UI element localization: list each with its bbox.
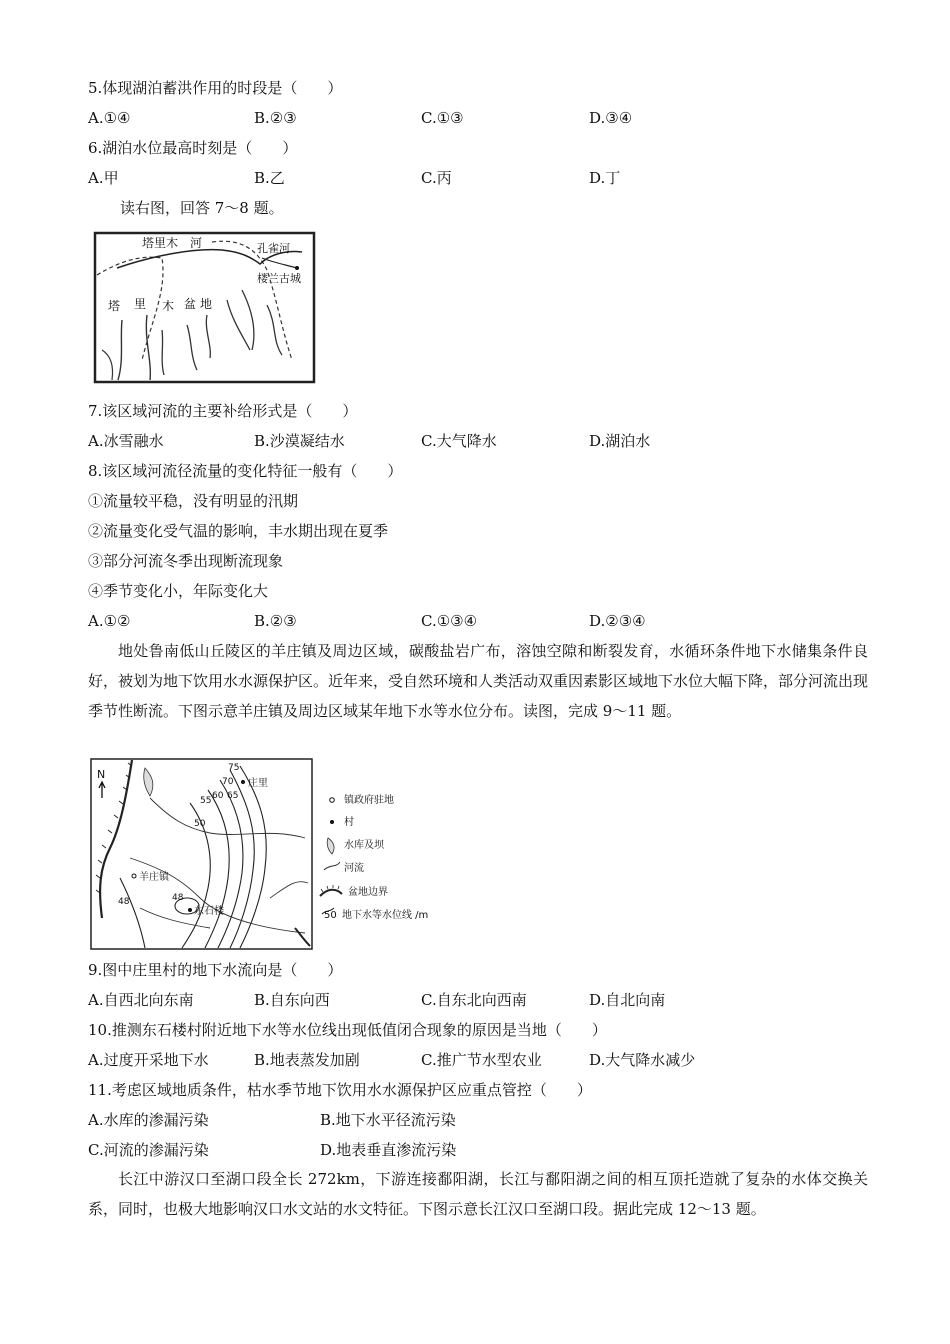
q7-option-d[interactable]: D.湖泊水: [589, 432, 651, 450]
label-tarim-river: 塔里木 河: [142, 236, 203, 250]
legend-river: 河流: [344, 863, 364, 874]
legend-reservoir: 水库及坝: [344, 840, 384, 851]
q8-option-c[interactable]: C.①③④: [421, 612, 478, 630]
q6-option-d[interactable]: D.丁: [589, 169, 621, 187]
legend-village: 村: [344, 817, 354, 828]
q9-option-d[interactable]: D.自北向南: [589, 991, 666, 1009]
q8-item-3: ③部分河流冬季出现断流现象: [88, 552, 284, 570]
legend-contour-value: 50: [324, 910, 337, 921]
q11-option-a[interactable]: A.水库的渗漏污染: [88, 1111, 209, 1129]
question-10-stem: 10.推测东石楼村附近地下水等水位线出现低值闭合现象的原因是当地（ ）: [88, 1021, 607, 1039]
tarim-basin-map: [92, 230, 317, 385]
label-basin-char-1: 塔: [108, 299, 121, 313]
passage-9-11: 地处鲁南低山丘陵区的羊庄镇及周边区域，碳酸盐岩广布，溶蚀空隙和断裂发育，水循环条件地下水储集条件良好，被划为地下饮用水水源保护区。近年来，受自然环境和人类活动双重因素影区域地下水位大幅下降，部分河流出现季节性断流。下图示意羊庄镇及周边区域某年地下水等水位分布。读图，完成 9～11 题。: [88, 642, 869, 720]
q8-option-d[interactable]: D.②③④: [589, 612, 646, 630]
q11-option-b[interactable]: B.地下水平径流污染: [320, 1111, 456, 1129]
town-symbol: [330, 798, 335, 803]
place-dongshilou: 东石楼: [194, 906, 224, 917]
contour-label-60: 60: [212, 791, 224, 801]
q5-option-c[interactable]: C.①③: [421, 109, 464, 127]
contour-label-48: 48: [118, 897, 130, 907]
q7-option-a[interactable]: A.冰雪融水: [88, 432, 164, 450]
question-5-stem: 5.体现湖泊蓄洪作用的时段是（ ）: [88, 79, 343, 97]
q6-option-a[interactable]: A.甲: [88, 169, 119, 187]
reservoir-symbol: [327, 838, 334, 854]
loulan-point: [295, 266, 299, 270]
q5-option-a[interactable]: A.①④: [88, 109, 131, 127]
legend-basin-boundary: 盆地边界: [348, 887, 388, 898]
place-yangzhuang: 羊庄镇: [139, 872, 169, 883]
legend-contour: 地下水等水位线 /m: [342, 910, 429, 921]
place-zhuangli: 庄里: [248, 778, 268, 789]
intro-7-8: 读右图，回答 7～8 题。: [120, 199, 284, 217]
question-11-stem: 11.考虑区域地质条件，枯水季节地下饮用水水源保护区应重点管控（ ）: [88, 1081, 592, 1099]
contour-label-75: 75: [228, 763, 240, 773]
basin-boundary-symbol: [320, 890, 342, 896]
village-symbol: [330, 820, 334, 824]
q9-option-b[interactable]: B.自东向西: [254, 991, 330, 1009]
q5-option-b[interactable]: B.②③: [254, 109, 297, 127]
q7-option-c[interactable]: C.大气降水: [421, 432, 497, 450]
question-9-stem: 9.图中庄里村的地下水流向是（ ）: [88, 961, 343, 979]
question-6-stem: 6.湖泊水位最高时刻是（ ）: [88, 139, 298, 157]
contour-label-70: 70: [222, 777, 234, 787]
q7-option-b[interactable]: B.沙漠凝结水: [254, 432, 345, 450]
q9-option-a[interactable]: A.自西北向东南: [88, 991, 194, 1009]
q6-option-c[interactable]: C.丙: [421, 169, 452, 187]
contour-label-48-closed: 48: [172, 893, 184, 903]
north-label: N: [97, 768, 106, 781]
q8-option-a[interactable]: A.①②: [88, 612, 131, 630]
label-basin-char-4: 盆: [184, 297, 197, 311]
passage-12-13: 长江中游汉口至湖口段全长 272km，下游连接鄱阳湖，长江与鄱阳湖之间的相互顶托造就了复杂的水体交换关系，同时，也极大地影响汉口水文站的水文特征。下图示意长江汉口至湖口段。据此完成 12～13 题。: [88, 1170, 868, 1218]
label-basin-char-5: 地: [200, 297, 213, 311]
question-8-stem: 8.该区域河流径流量的变化特征一般有（ ）: [88, 462, 403, 480]
groundwater-map: [90, 758, 450, 950]
q5-option-d[interactable]: D.③④: [589, 109, 633, 127]
q11-option-c[interactable]: C.河流的渗漏污染: [88, 1141, 209, 1159]
q6-option-b[interactable]: B.乙: [254, 169, 285, 187]
label-basin-char-3: 木: [162, 299, 175, 313]
contour-label-55: 55: [200, 796, 212, 806]
label-kongque-river: 孔雀河: [257, 242, 290, 255]
q10-option-c[interactable]: C.推广节水型农业: [421, 1051, 542, 1069]
label-basin-char-2: 里: [134, 297, 147, 311]
q8-item-2: ②流量变化受气温的影响，丰水期出现在夏季: [88, 522, 389, 540]
q8-item-4: ④季节变化小，年际变化大: [88, 582, 269, 600]
label-loulan: 楼兰古城: [257, 272, 301, 285]
contour-label-65: 65: [227, 791, 239, 801]
q10-option-d[interactable]: D.大气降水减少: [589, 1051, 696, 1069]
legend-town: 镇政府驻地: [344, 795, 394, 806]
q8-option-b[interactable]: B.②③: [254, 612, 297, 630]
q11-option-d[interactable]: D.地表垂直渗流污染: [320, 1141, 457, 1159]
river-symbol: [324, 862, 340, 870]
q8-item-1: ①流量较平稳，没有明显的汛期: [88, 492, 299, 510]
q9-option-c[interactable]: C.自东北向西南: [421, 991, 527, 1009]
q10-option-a[interactable]: A.过度开采地下水: [88, 1051, 209, 1069]
q10-option-b[interactable]: B.地表蒸发加剧: [254, 1051, 360, 1069]
contour-label-50: 50: [194, 819, 206, 829]
question-7-stem: 7.该区域河流的主要补给形式是（ ）: [88, 402, 358, 420]
